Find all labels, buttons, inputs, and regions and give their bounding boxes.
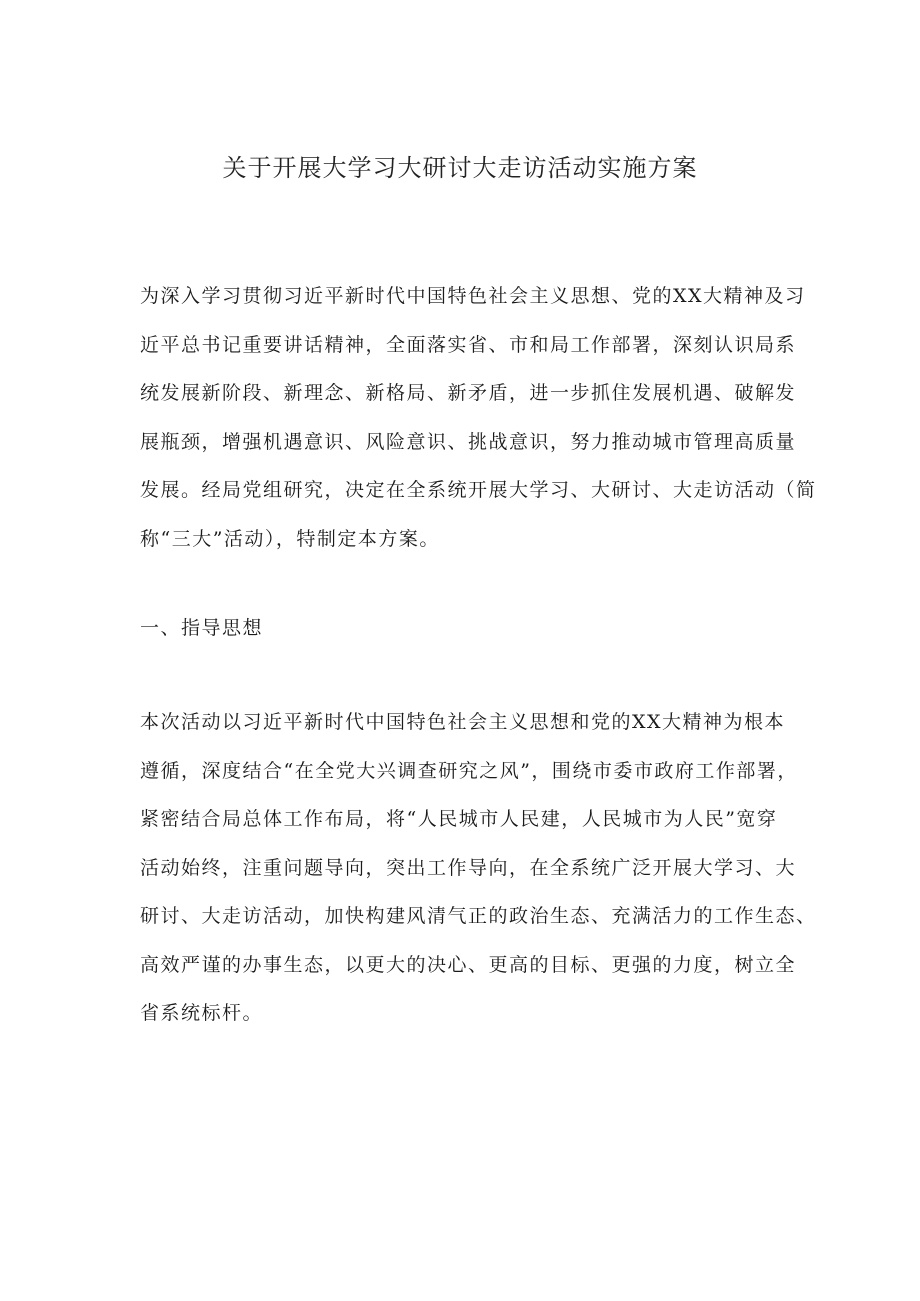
paragraph-line: 发展。经局党组研究，决定在全系统开展大学习、大研讨、大走访活动（简 <box>140 479 817 501</box>
paragraph-line: 遵循，深度结合“在全党大兴调查研究之风”，围绕市委市政府工作部署， <box>140 759 798 782</box>
paragraph-line: 统发展新阶段、新理念、新格局、新矛盾，进一步抓住发展机遇、破解发 <box>140 382 797 404</box>
document-title: 关于开展大学习大研讨大走访活动实施方案 <box>222 154 698 182</box>
paragraph-line: 紧密结合局总体工作布局，将“人民城市人民建，人民城市为人民”宽穿 <box>140 808 778 830</box>
paragraph-line: 活动始终，注重问题导向，突出工作导向，在全系统广泛开展大学习、大 <box>140 856 797 879</box>
intro-paragraph <box>140 272 817 563</box>
paragraph-line: 研讨、大走访活动，加快构建风清气正的政治生态、充满活力的工作生态、 <box>140 905 817 927</box>
paragraph-line: 高效严谨的办事生态，以更大的决心、更高的目标、更强的力度，树立全 <box>140 953 797 976</box>
paragraph-line: 展瓶颈，增强机遇意识、风险意识、挑战意识，努力推动城市管理高质量 <box>140 430 797 453</box>
section-paragraph <box>140 698 817 1038</box>
section-heading: 一、指导思想 <box>140 617 264 639</box>
paragraph-line: 为深入学习贯彻习近平新时代中国特色社会主义思想、党的XX大精神及习 <box>140 285 806 307</box>
paragraph-line: 省系统标杆。 <box>140 1002 264 1024</box>
paragraph-line: 近平总书记重要讲话精神，全面落实省、市和局工作部署，深刻认识局系 <box>140 333 797 356</box>
paragraph-line: 本次活动以习近平新时代中国特色社会主义思想和党的XX大精神为根本 <box>140 711 786 733</box>
paragraph-line: 称“三大”活动），特制定本方案。 <box>140 527 440 550</box>
